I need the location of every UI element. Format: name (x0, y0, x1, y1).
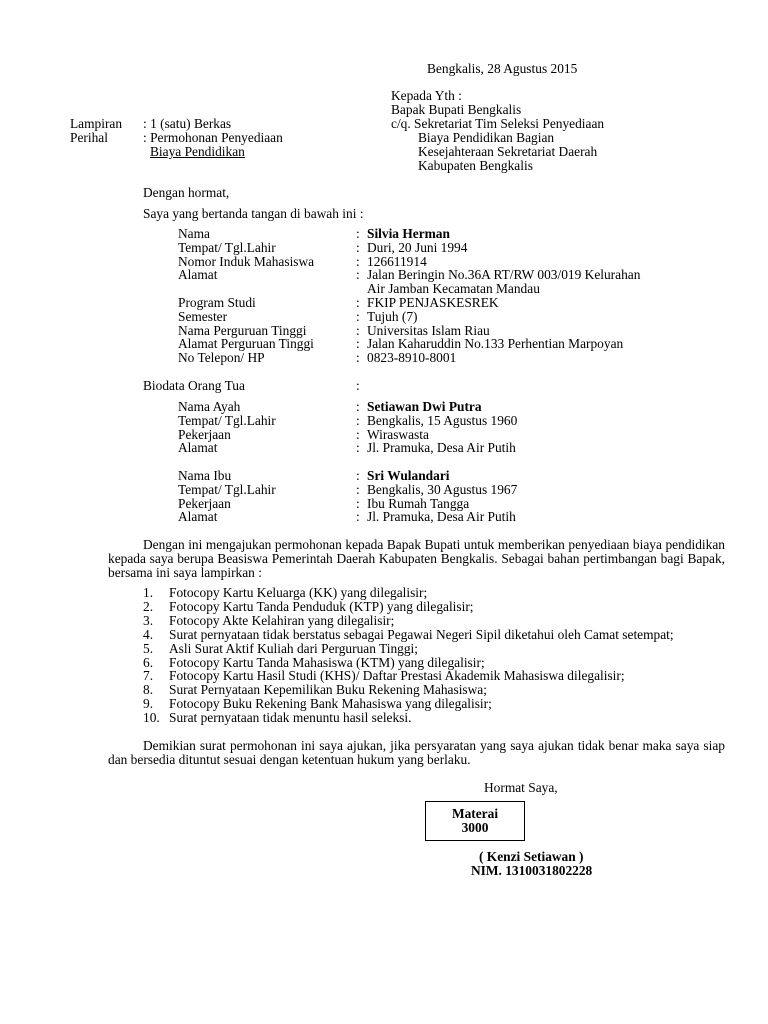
intro-sentence: Saya yang bertanda tangan di bawah ini : (143, 206, 364, 221)
recipient-line: Kesejahteraan Sekretariat Daerah (418, 144, 598, 159)
list-item: Fotocopy Akte Kelahiran yang dilegalisir; (169, 612, 395, 628)
field-colon: : (356, 495, 360, 511)
field-value: FKIP PENJASKESREK (367, 295, 499, 310)
field-colon: : (356, 426, 360, 442)
closing-paragraph: Demikian surat permohonan ini saya ajukan, jika persyaratan yang saya ajukan tidak benar maka saya siap dan bersedia dituntut sesuai dengan ketentuan hukum yang berlaku. (108, 738, 725, 767)
field-label: Tempat/ Tgl.Lahir (178, 239, 276, 255)
perihal-value-underlined: Biaya Pendidikan (150, 144, 245, 159)
field-colon: : (356, 239, 360, 255)
field-colon: : (356, 322, 360, 338)
list-number: 10. (143, 710, 160, 726)
field-value: Setiawan Dwi Putra (367, 399, 482, 414)
field-value: Jl. Pramuka, Desa Air Putih (367, 509, 516, 525)
list-number: 6. (143, 654, 154, 670)
stamp-value: 3000 (461, 820, 489, 835)
list-number: 5. (143, 640, 154, 656)
lampiran-value: : 1 (satu) Berkas (143, 116, 232, 131)
field-value: Universitas Islam Riau (367, 322, 490, 338)
field-value: Silvia Herman (367, 226, 450, 241)
list-item: Fotocopy Kartu Keluarga (KK) yang dilegalisir; (169, 585, 428, 600)
regards: Hormat Saya, (484, 780, 558, 795)
field-colon: : (356, 468, 360, 483)
to-label: Kepada Yth : (391, 88, 462, 103)
list-item: Fotocopy Buku Rekening Bank Mahasiswa yang dilegalisir; (169, 696, 492, 712)
field-value: Ibu Rumah Tangga (367, 495, 470, 511)
field-label: Nama Ibu (178, 468, 232, 483)
field-colon: : (356, 412, 360, 428)
parents-colon: : (356, 378, 360, 393)
field-value: Air Jamban Kecamatan Mandau (367, 281, 540, 297)
lampiran-label: Lampiran (70, 116, 123, 131)
field-label: Alamat (178, 509, 218, 525)
field-label: Tempat/ Tgl.Lahir (178, 481, 276, 497)
field-label: Nama Perguruan Tinggi (178, 322, 307, 338)
field-value: Jalan Kaharuddin No.133 Perhentian Marpoyan (367, 336, 624, 352)
field-label: Alamat (178, 440, 218, 456)
field-value: 126611914 (367, 253, 427, 269)
field-value: Bengkalis, 15 Agustus 1960 (367, 412, 518, 428)
field-value: 0823-8910-8001 (367, 350, 457, 366)
list-item: Fotocopy Kartu Tanda Penduduk (KTP) yang dilegalisir; (169, 598, 474, 614)
field-colon: : (356, 440, 360, 456)
field-label: Semester (178, 308, 228, 324)
field-colon: : (356, 253, 360, 269)
field-label: Nomor Induk Mahasiswa (178, 253, 315, 269)
field-colon: : (356, 226, 360, 241)
field-colon: : (356, 295, 360, 310)
recipient-line: Biaya Pendidikan Bagian (418, 130, 555, 145)
field-colon: : (356, 267, 360, 283)
place-date: Bengkalis, 28 Agustus 2015 (427, 61, 578, 76)
list-item: Surat pernyataan tidak menuntu hasil seleksi. (169, 710, 412, 726)
field-label: Pekerjaan (178, 495, 231, 511)
parents-label: Biodata Orang Tua (143, 378, 245, 393)
list-item: Surat Pernyataan Kepemilikan Buku Rekening Mahasiswa; (169, 682, 487, 698)
field-colon: : (356, 481, 360, 497)
field-label: Program Studi (178, 295, 256, 310)
field-label: Nama Ayah (178, 399, 241, 414)
signer-nim: NIM. 1310031802228 (471, 863, 593, 878)
list-item: Fotocopy Kartu Tanda Mahasiswa (KTM) yang dilegalisir; (169, 654, 485, 670)
field-value: Tujuh (7) (367, 308, 418, 324)
field-label: Nama (178, 226, 210, 241)
field-colon: : (356, 336, 360, 352)
field-colon: : (356, 350, 360, 366)
list-item: Fotocopy Kartu Hasil Studi (KHS)/ Daftar Prestasi Akademik Mahasiswa dilegalisir; (169, 668, 625, 684)
field-colon: : (356, 399, 360, 414)
list-number: 8. (143, 682, 154, 698)
stamp-label: Materai (451, 806, 499, 821)
recipient-line: Bapak Bupati Bengkalis (391, 102, 522, 117)
list-number: 7. (143, 668, 154, 684)
list-number: 2. (143, 598, 154, 614)
list-item: Asli Surat Aktif Kuliah dari Perguruan Tinggi; (169, 640, 418, 656)
stamp-box (425, 801, 525, 841)
field-colon: : (356, 308, 360, 324)
list-number: 9. (143, 696, 154, 712)
field-value: Jalan Beringin No.36A RT/RW 003/019 Kelurahan (367, 267, 641, 283)
request-paragraph: Dengan ini mengajukan permohonan kepada Bapak Bupati untuk memberikan penyediaan biaya pendidikan kepada saya berupa Beasiswa Pemerintah Daerah Kabupaten Bengkalis. Sebagai bahan pertimbangan bagi Bapak, bersama ini saya lampirkan : (108, 537, 725, 580)
signer-name: ( Kenzi Setiawan ) (479, 849, 584, 864)
field-value: Jl. Pramuka, Desa Air Putih (367, 440, 516, 456)
field-label: Alamat (178, 267, 218, 283)
field-value: Wiraswasta (367, 426, 429, 442)
list-number: 3. (143, 612, 154, 628)
field-value: Bengkalis, 30 Agustus 1967 (367, 481, 518, 497)
field-label: No Telepon/ HP (178, 350, 265, 366)
field-label: Tempat/ Tgl.Lahir (178, 412, 276, 428)
list-number: 1. (143, 585, 154, 600)
field-label: Pekerjaan (178, 426, 231, 442)
list-item: Surat pernyataan tidak berstatus sebagai Pegawai Negeri Sipil diketahui oleh Camat setempat; (169, 626, 674, 642)
recipient-line: Kabupaten Bengkalis (418, 158, 533, 173)
greeting: Dengan hormat, (143, 185, 230, 200)
field-colon: : (356, 509, 360, 525)
list-number: 4. (143, 626, 154, 642)
perihal-value: : Permohonan Penyediaan (143, 130, 283, 145)
field-value: Sri Wulandari (367, 468, 450, 483)
field-value: Duri, 20 Juni 1994 (367, 239, 468, 255)
field-label: Alamat Perguruan Tinggi (178, 336, 314, 352)
perihal-label: Perihal (70, 130, 108, 145)
recipient-line: c/q. Sekretariat Tim Seleksi Penyediaan (391, 116, 605, 131)
